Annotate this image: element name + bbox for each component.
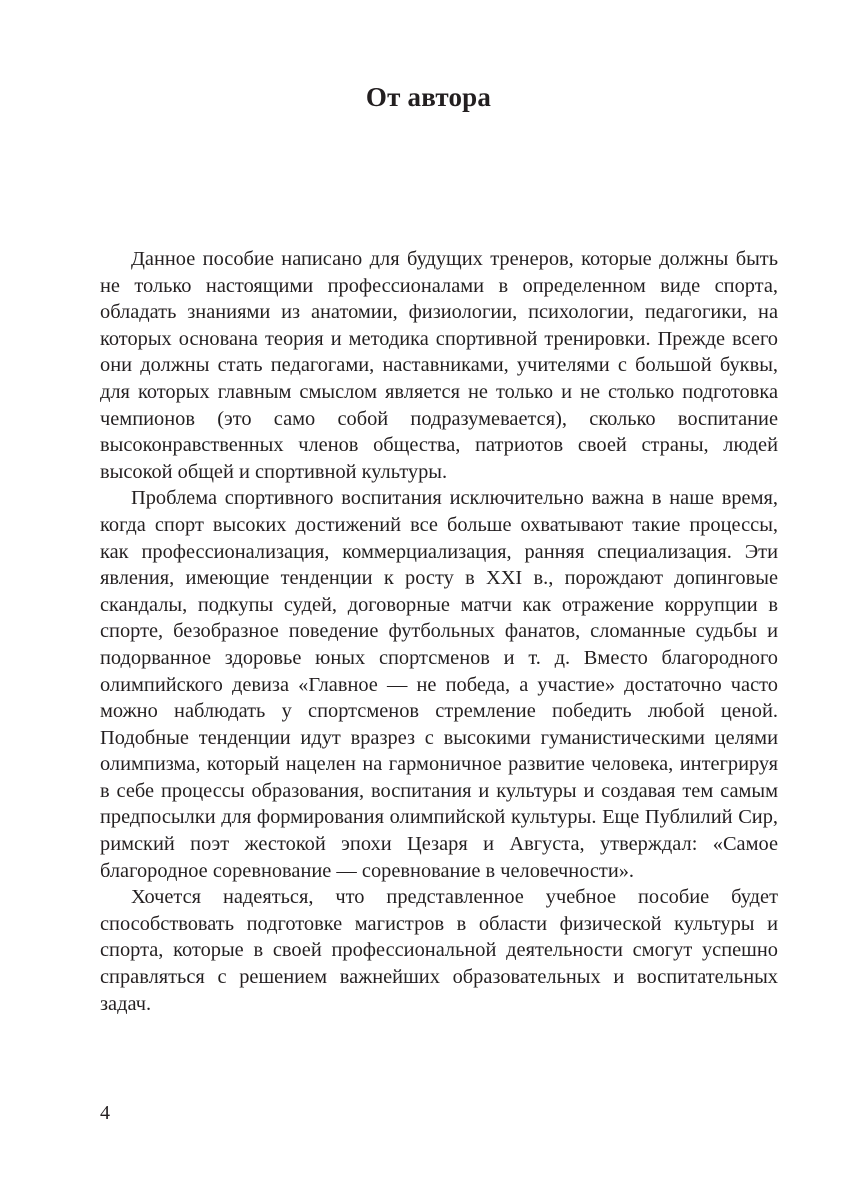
page-title: От автора — [365, 82, 492, 112]
paragraph-1: Данное пособие написано для будущих тренеров, которые должны быть не только настоящими профессионалами в определенном виде спорта, обладать знаниями из анатомии, физиологии, психологии, педагогики, на которых основана теория и методика спортивной тренировки. Прежде всего они должны стать педагогами, наставниками, учителями с большой буквы, для которых главным смыслом является не только и не столько подготовка чемпионов (это само собой подразумевается), сколько воспитание высоконравственных членов общества, патриотов своей страны, людей высокой общей и спортивной культуры. — [100, 248, 778, 483]
paragraph-2: Проблема спортивного воспитания исключительно важна в наше время, когда спорт высоких достижений все больше охватывают такие процессы, как профессионализация, коммерциализация, ранняя специализация. Эти явления, имеющие тенденции к росту в XXI в., порождают допинговые скандалы, подкупы судей, договорные матчи как отражение коррупции в спорте, безобразное поведение футбольных фанатов, сломанные судьбы и подорванное здоровье юных спортсменов и т. д. Вместо благородного олимпийского девиза «Главное — не победа, а участие» достаточно часто можно наблюдать у спортсменов стремление победить любой ценой. Подобные тенденции идут вразрез с высокими гуманистическими целями олимпизма, который нацелен на гармоничное развитие человека, интегрируя в себе процессы образования, воспитания и культуры и создавая тем самым предпосылки для формирования олимпийской культуры. Еще Публилий Сир, римский поэт жестокой эпохи Цезаря и Августа, утверждал: «Самое благородное соревнование — соревнование в человечности». — [100, 487, 778, 882]
body-text — [100, 246, 778, 1017]
page-number: 4 — [100, 1102, 110, 1124]
paragraph-3: Хочется надеяться, что представленное учебное пособие будет способствовать подготовке магистров в области физической культуры и спорта, которые в своей профессиональной деятельности смогут успешно справляться с решением важнейших образовательных и воспитательных задач. — [100, 886, 778, 1015]
